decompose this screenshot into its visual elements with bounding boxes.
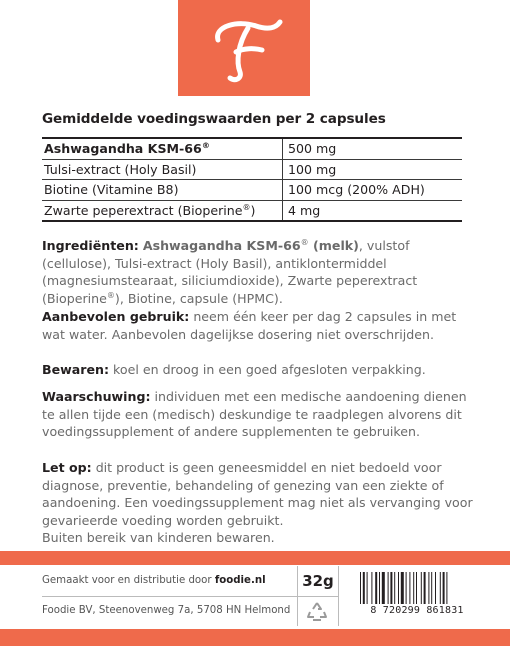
table-row <box>42 159 462 180</box>
nutrient-value: 100 mcg (200% ADH) <box>283 180 463 201</box>
nutrient-name: Zwarte peperextract (Bioperine <box>44 202 243 218</box>
note-text: Let op: dit product is geen geneesmiddel en niet bedoeld voor diagnose, preventie, behandeling of genezing van een ziekte of aandoening. Een voedingssupplement mag niet als vervanging voor gevarieerde voeding worden gebruikt. <box>42 460 473 528</box>
divider <box>42 596 338 597</box>
ingredients-label: Ingrediënten: <box>42 238 139 253</box>
divider <box>338 566 339 626</box>
nutrient-value: 500 mg <box>283 138 463 159</box>
recycle-icon <box>305 600 329 624</box>
warning-text: Waarschuwing: individuen met een medische aandoening dienen te allen tijde een (medisch) deskundige te raadplegen alvorens dit voedingssupplement of andere supplementen te gebruiken. <box>42 389 467 440</box>
nutrient-value: 4 mg <box>283 200 463 221</box>
registered-mark: ® <box>242 202 251 212</box>
address-text: Foodie BV, Steenovenweg 7a, 5708 HN Helmond <box>42 605 291 616</box>
brand-site: foodie.nl <box>214 575 266 586</box>
nutrient-name: Tulsi-extract (Holy Basil) <box>42 159 283 180</box>
barcode-number: 8 720299 861831 <box>370 605 464 616</box>
brand-logo <box>178 0 310 96</box>
warning-label: Waarschuwing: <box>42 389 151 404</box>
table-row <box>42 180 462 201</box>
net-weight: 32g <box>302 572 334 590</box>
nutrient-name: Ashwagandha KSM-66 <box>44 141 202 157</box>
storage-label: Bewaren: <box>42 362 110 377</box>
nutrient-value: 100 mg <box>283 159 463 180</box>
footer-bottom-bar <box>0 629 510 646</box>
nutrient-name: Biotine (Vitamine B8) <box>42 180 283 201</box>
table-row: Zwarte peperextract (Bioperine®) 4 mg <box>42 200 462 221</box>
foodie-f-logo-icon <box>178 0 310 96</box>
note-label: Let op: <box>42 460 92 475</box>
storage-text: Bewaren: koel en droog in een goed afgesloten verpakking. <box>42 362 426 377</box>
usage-text: Aanbevolen gebruik: neem één keer per dag 2 capsules in met wat water. Aanbevolen dagelijkse dosering niet overschrijden. <box>42 309 457 342</box>
usage-label: Aanbevolen gebruik: <box>42 309 190 324</box>
footer-top-bar <box>0 551 510 565</box>
nutrition-table <box>42 137 462 222</box>
registered-mark: ® <box>201 141 210 151</box>
table-row <box>42 138 462 159</box>
nutrition-heading: Gemiddelde voedingswaarden per 2 capsules <box>42 111 386 127</box>
ingredients-text: Ingrediënten: Ashwagandha KSM-66® (melk), vulstof (cellulose), Tulsi-extract (Holy Basil), antiklontermiddel (magnesiumstearaat, siliciumdioxide), Zwarte peperextract (Bioperine®), Biotine, capsule (HPMC). <box>42 237 418 306</box>
made-for-text: Gemaakt voor en distributie door foodie.nl <box>42 575 266 586</box>
keep-away-text: Buiten bereik van kinderen bewaren. <box>42 530 275 545</box>
